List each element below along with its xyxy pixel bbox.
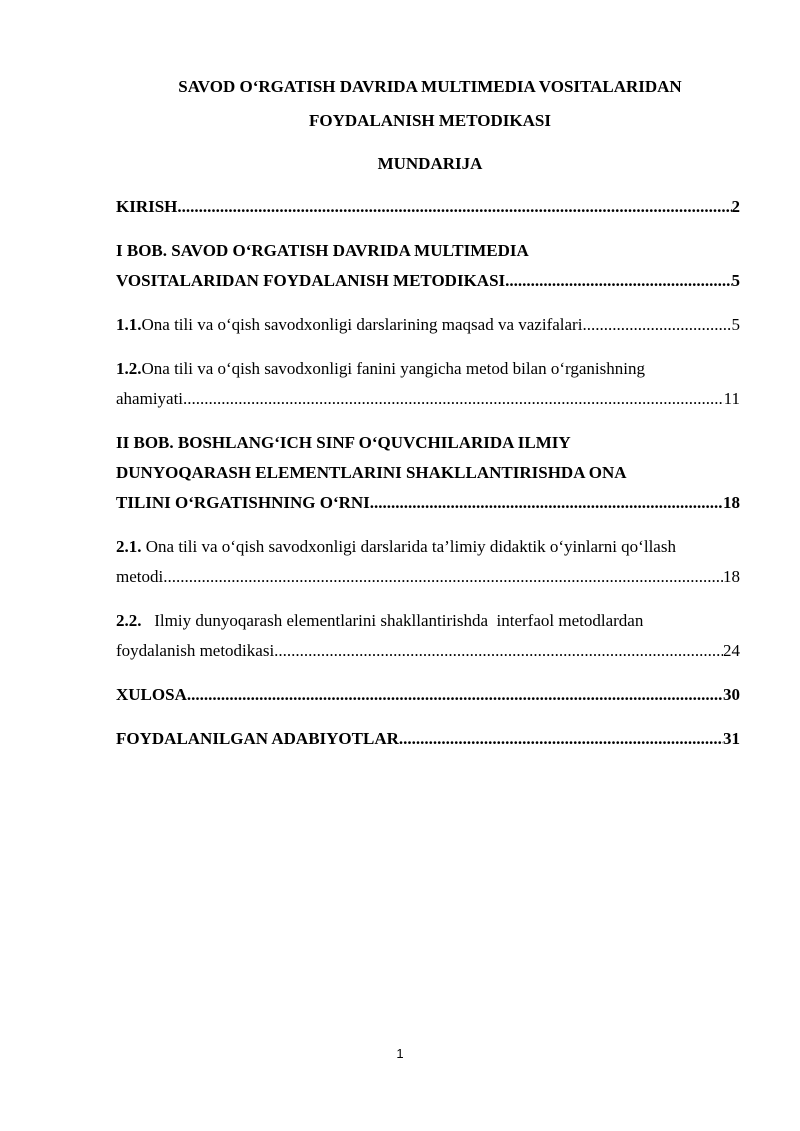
toc-entry-text: foydalanish metodikasi bbox=[116, 641, 275, 660]
toc-entry-bibliography[interactable] bbox=[116, 724, 740, 754]
toc-entry-chapter-2[interactable] bbox=[116, 428, 740, 518]
toc-section-number: 2.2. bbox=[116, 611, 142, 630]
toc-leader-dots bbox=[399, 724, 723, 754]
table-of-contents bbox=[116, 192, 740, 754]
toc-entry-xulosa[interactable] bbox=[116, 680, 740, 710]
toc-heading: MUNDARIJA bbox=[377, 154, 483, 173]
toc-leader-dots bbox=[187, 680, 723, 710]
toc-page-number: 24 bbox=[723, 641, 740, 660]
toc-entry-text: Ilmiy dunyoqarash elementlarini shakllantirishda interfaol metodlardan bbox=[141, 611, 644, 630]
toc-leader-dots bbox=[177, 192, 731, 222]
toc-entry-kirish[interactable] bbox=[116, 192, 740, 222]
toc-page-number: 30 bbox=[723, 685, 740, 704]
toc-leader-dots bbox=[163, 562, 723, 592]
toc-page-number: 31 bbox=[723, 729, 740, 748]
toc-page-number: 5 bbox=[731, 315, 740, 334]
toc-entry-text: KIRISH bbox=[116, 197, 178, 216]
document-title bbox=[100, 70, 760, 138]
toc-entry-section-1-2[interactable] bbox=[116, 354, 740, 414]
toc-entry-text: FOYDALANILGAN ADABIYOTLAR bbox=[116, 729, 399, 748]
toc-leader-dots bbox=[274, 636, 723, 666]
toc-entry-text: Ona tili va o‘qish savodxonligi fanini yangicha metod bilan o‘rganishning bbox=[141, 359, 645, 378]
toc-entry-text: VOSITALARIDAN FOYDALANISH METODIKASI bbox=[116, 271, 506, 290]
toc-section-number: 1.2. bbox=[116, 359, 142, 378]
toc-entry-text: II BOB. BOSHLANG‘ICH SINF O‘QUVCHILARIDA ILMIY bbox=[116, 433, 571, 452]
toc-entry-chapter-1[interactable] bbox=[116, 236, 740, 296]
toc-entry-section-2-2[interactable] bbox=[116, 606, 740, 666]
toc-leader-dots bbox=[505, 266, 731, 296]
toc-leader-dots bbox=[370, 488, 723, 518]
toc-entry-text: DUNYOQARASH ELEMENTLARINI SHAKLLANTIRISHDA ONA bbox=[116, 463, 627, 482]
toc-entry-section-2-1[interactable] bbox=[116, 532, 740, 592]
toc-page-number: 18 bbox=[723, 567, 740, 586]
toc-entry-text: Ona tili va o‘qish savodxonligi darslarining maqsad va vazifalari bbox=[141, 315, 583, 334]
toc-page-number: 11 bbox=[723, 389, 740, 408]
toc-entry-section-1-1[interactable] bbox=[116, 310, 740, 340]
toc-entry-text: ahamiyati bbox=[116, 389, 184, 408]
toc-entry-text: Ona tili va o‘qish savodxonligi darslarida ta’limiy didaktik o‘yinlarni qo‘llash bbox=[141, 537, 676, 556]
toc-entry-text: I BOB. SAVOD O‘RGATISH DAVRIDA MULTIMEDIA bbox=[116, 241, 529, 260]
toc-page-number: 5 bbox=[731, 271, 740, 290]
toc-section-number: 2.1. bbox=[116, 537, 142, 556]
toc-entry-text: metodi bbox=[116, 567, 164, 586]
document-title-line-2: FOYDALANISH METODIKASI bbox=[309, 111, 551, 130]
document-title-line-1: SAVOD O‘RGATISH DAVRIDA MULTIMEDIA VOSITALARIDAN bbox=[178, 77, 682, 96]
toc-leader-dots bbox=[183, 384, 724, 414]
toc-entry-text: TILINI O‘RGATISHNING O‘RNI bbox=[116, 493, 370, 512]
toc-entry-text: XULOSA bbox=[116, 685, 187, 704]
toc-page-number: 18 bbox=[723, 493, 740, 512]
toc-leader-dots bbox=[582, 310, 731, 340]
toc-section-number: 1.1. bbox=[116, 315, 142, 334]
page-number: 1 bbox=[396, 1046, 404, 1061]
toc-page-number: 2 bbox=[731, 197, 740, 216]
